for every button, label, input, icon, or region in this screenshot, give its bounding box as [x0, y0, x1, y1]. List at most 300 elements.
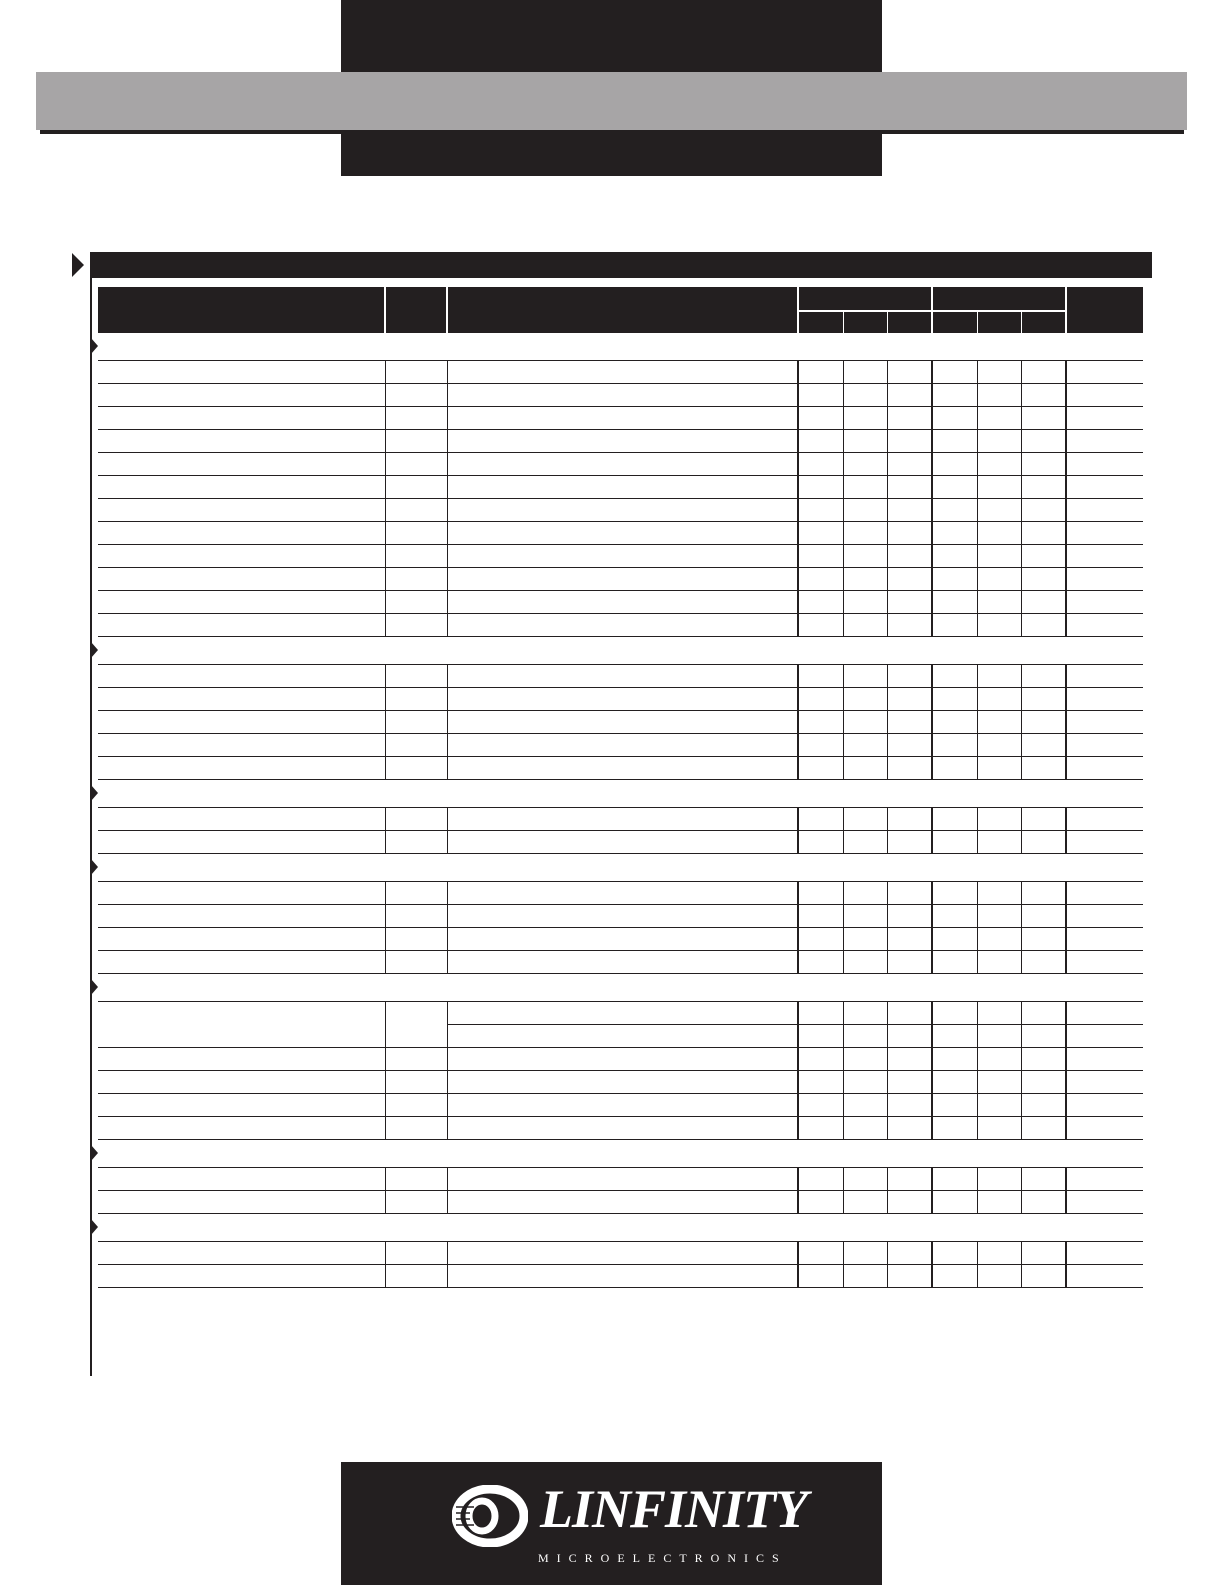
table-cell — [798, 1242, 843, 1265]
group-marker-icon — [91, 1219, 98, 1235]
table-cell — [98, 476, 385, 499]
table-cell — [887, 1048, 932, 1071]
table-cell — [977, 499, 1021, 522]
table-row — [98, 1168, 1143, 1191]
table-cell — [977, 1071, 1021, 1094]
table-cell — [98, 568, 385, 591]
table-cell — [977, 522, 1021, 545]
header-conditions-cell — [447, 287, 798, 333]
table-cell — [887, 757, 932, 780]
table-cell — [1021, 928, 1066, 951]
table-cell — [447, 591, 798, 614]
table-cell — [887, 1025, 932, 1048]
table-cell — [798, 1048, 843, 1071]
table-cell — [843, 711, 887, 734]
table-cell — [385, 1117, 447, 1140]
table-cell — [932, 361, 977, 384]
table-cell — [887, 1191, 932, 1214]
table-cell — [977, 688, 1021, 711]
table-cell — [977, 384, 1021, 407]
table-cell — [798, 453, 843, 476]
table-cell — [385, 1071, 447, 1094]
table-cell — [385, 407, 447, 430]
table-row — [98, 407, 1143, 430]
table-cell — [843, 1242, 887, 1265]
table-cell — [447, 407, 798, 430]
header-group-cell-1 — [798, 287, 932, 311]
table-cell — [385, 882, 447, 905]
table-cell — [385, 591, 447, 614]
table-cell — [385, 688, 447, 711]
table-cell — [843, 951, 887, 974]
page-left-rule — [90, 252, 92, 1376]
table-cell — [843, 568, 887, 591]
table-cell — [977, 1242, 1021, 1265]
electrical-characteristics-table — [98, 287, 1143, 1288]
table-cell — [1021, 1048, 1066, 1071]
table-cell — [447, 1191, 798, 1214]
table-cell — [1066, 545, 1143, 568]
table-cell — [843, 453, 887, 476]
table-cell — [385, 1048, 447, 1071]
table-cell — [843, 430, 887, 453]
table-cell — [385, 1002, 447, 1048]
table-cell — [1021, 711, 1066, 734]
table-row — [98, 591, 1143, 614]
table-cell — [447, 951, 798, 974]
table-cell — [98, 1048, 385, 1071]
table-cell — [887, 808, 932, 831]
table-cell — [932, 665, 977, 688]
table-cell — [98, 928, 385, 951]
table-cell — [843, 384, 887, 407]
group-heading-cell — [98, 333, 1143, 361]
table-cell — [977, 905, 1021, 928]
table-cell — [447, 430, 798, 453]
table-cell — [98, 711, 385, 734]
table-cell — [887, 1117, 932, 1140]
table-cell — [98, 1168, 385, 1191]
table-cell — [887, 430, 932, 453]
table-cell — [977, 407, 1021, 430]
table-cell — [887, 905, 932, 928]
table-cell — [843, 1094, 887, 1117]
table-cell — [843, 522, 887, 545]
table-cell — [1021, 361, 1066, 384]
table-cell — [1066, 568, 1143, 591]
table-cell — [932, 734, 977, 757]
table-cell — [977, 928, 1021, 951]
table-cell — [843, 808, 887, 831]
table-cell — [1066, 499, 1143, 522]
table-cell — [1066, 591, 1143, 614]
table-cell — [887, 522, 932, 545]
table-cell — [843, 614, 887, 637]
table-cell — [385, 928, 447, 951]
table-cell — [932, 499, 977, 522]
group-marker-icon — [91, 785, 98, 801]
group-marker-icon — [91, 338, 98, 354]
table-cell — [843, 831, 887, 854]
table-cell — [843, 734, 887, 757]
table-cell — [932, 522, 977, 545]
table-cell — [447, 711, 798, 734]
table-cell — [932, 1048, 977, 1071]
group-heading-cell — [98, 854, 1143, 882]
table-cell — [887, 499, 932, 522]
table-row — [98, 1002, 1143, 1025]
header-symbol-cell — [385, 287, 447, 333]
table-cell — [98, 1071, 385, 1094]
table-cell — [447, 499, 798, 522]
group-heading-row — [98, 1140, 1143, 1168]
table-cell — [1021, 734, 1066, 757]
table-cell — [798, 1025, 843, 1048]
table-row — [98, 711, 1143, 734]
table-cell — [98, 384, 385, 407]
table-cell — [843, 361, 887, 384]
table-cell — [385, 831, 447, 854]
table-row — [98, 831, 1143, 854]
table-cell — [1066, 928, 1143, 951]
group-heading-row — [98, 333, 1143, 361]
table-cell — [447, 665, 798, 688]
table-cell — [798, 499, 843, 522]
table-cell — [1021, 1242, 1066, 1265]
table-cell — [798, 831, 843, 854]
table-cell — [887, 951, 932, 974]
header-max-cell — [887, 311, 932, 333]
table-cell — [887, 665, 932, 688]
table-cell — [1021, 614, 1066, 637]
table-cell — [1021, 1168, 1066, 1191]
table-cell — [1066, 1191, 1143, 1214]
table-cell — [798, 734, 843, 757]
table-cell — [98, 1117, 385, 1140]
table-cell — [977, 591, 1021, 614]
table-cell — [385, 757, 447, 780]
table-cell — [385, 734, 447, 757]
table-row — [98, 882, 1143, 905]
table-cell — [1066, 1025, 1143, 1048]
header-band-rule — [40, 130, 1184, 134]
table-cell — [977, 808, 1021, 831]
table-cell — [447, 1117, 798, 1140]
group-marker-icon — [91, 1145, 98, 1161]
table-cell — [1021, 545, 1066, 568]
table-cell — [843, 882, 887, 905]
group-heading-cell — [98, 780, 1143, 808]
table-cell — [447, 384, 798, 407]
table-cell — [798, 951, 843, 974]
table-cell — [798, 568, 843, 591]
table-row — [98, 1071, 1143, 1094]
table-cell — [887, 928, 932, 951]
table-cell — [932, 568, 977, 591]
table-cell — [887, 545, 932, 568]
table-cell — [887, 1002, 932, 1025]
table-row — [98, 1094, 1143, 1117]
header-gray-band — [36, 72, 1187, 130]
linfinity-ring-icon — [452, 1485, 528, 1547]
group-marker-icon — [91, 979, 98, 995]
table-row — [98, 757, 1143, 780]
table-cell — [1021, 1094, 1066, 1117]
table-cell — [98, 808, 385, 831]
table-row — [98, 453, 1143, 476]
table-cell — [887, 591, 932, 614]
table-cell — [447, 1002, 798, 1025]
section-title-bar — [90, 252, 1152, 278]
table-cell — [98, 1242, 385, 1265]
table-cell — [1021, 407, 1066, 430]
table-cell — [798, 757, 843, 780]
table-cell — [447, 757, 798, 780]
table-cell — [798, 361, 843, 384]
table-cell — [1066, 757, 1143, 780]
table-row — [98, 808, 1143, 831]
table-cell — [932, 882, 977, 905]
logo-subtitle: MICROELECTRONICS — [538, 1551, 787, 1565]
table-cell — [1066, 1094, 1143, 1117]
table-row — [98, 1191, 1143, 1214]
table-cell — [843, 928, 887, 951]
table-cell — [385, 453, 447, 476]
table-cell — [932, 453, 977, 476]
table-row — [98, 384, 1143, 407]
group-heading-row — [98, 974, 1143, 1002]
table-row — [98, 1117, 1143, 1140]
table-cell — [1021, 951, 1066, 974]
table-cell — [1021, 1117, 1066, 1140]
table-row — [98, 1048, 1143, 1071]
table-row — [98, 545, 1143, 568]
table-cell — [798, 808, 843, 831]
table-cell — [798, 1265, 843, 1288]
table-cell — [977, 1048, 1021, 1071]
table-cell — [1066, 1117, 1143, 1140]
table-cell — [1066, 734, 1143, 757]
table-cell — [447, 1048, 798, 1071]
table-cell — [1066, 665, 1143, 688]
table-cell — [798, 882, 843, 905]
table-cell — [385, 361, 447, 384]
header-parameter-cell — [98, 287, 385, 333]
table-cell — [977, 545, 1021, 568]
table-cell — [932, 1094, 977, 1117]
table-cell — [447, 476, 798, 499]
table-cell — [887, 1094, 932, 1117]
table-row — [98, 476, 1143, 499]
table-cell — [1021, 757, 1066, 780]
table-cell — [385, 905, 447, 928]
group-heading-row — [98, 637, 1143, 665]
table-cell — [843, 499, 887, 522]
table-cell — [932, 1117, 977, 1140]
table-cell — [977, 882, 1021, 905]
table-cell — [932, 905, 977, 928]
header-min-cell — [798, 311, 843, 333]
table-cell — [887, 407, 932, 430]
table-cell — [1021, 688, 1066, 711]
table-cell — [798, 928, 843, 951]
table-cell — [977, 1168, 1021, 1191]
table-cell — [798, 430, 843, 453]
table-cell — [977, 711, 1021, 734]
table-cell — [932, 1025, 977, 1048]
table-cell — [798, 1168, 843, 1191]
table-row — [98, 905, 1143, 928]
table-cell — [798, 384, 843, 407]
table-cell — [1066, 361, 1143, 384]
group-heading-cell — [98, 1140, 1143, 1168]
table-cell — [932, 688, 977, 711]
table-cell — [385, 711, 447, 734]
table-cell — [977, 614, 1021, 637]
group-heading-row — [98, 780, 1143, 808]
table-cell — [98, 1002, 385, 1048]
table-cell — [798, 665, 843, 688]
table-cell — [385, 430, 447, 453]
table-cell — [798, 1071, 843, 1094]
table-cell — [1021, 1002, 1066, 1025]
table-cell — [1021, 453, 1066, 476]
table-cell — [1021, 1191, 1066, 1214]
table-cell — [843, 1071, 887, 1094]
table-row — [98, 361, 1143, 384]
table-cell — [932, 1002, 977, 1025]
table-cell — [887, 831, 932, 854]
table-cell — [447, 1242, 798, 1265]
table-cell — [385, 1265, 447, 1288]
table-cell — [843, 665, 887, 688]
table-cell — [932, 430, 977, 453]
table-cell — [98, 688, 385, 711]
table-cell — [1021, 882, 1066, 905]
table-cell — [977, 757, 1021, 780]
table-cell — [932, 1191, 977, 1214]
table-cell — [798, 1002, 843, 1025]
table-cell — [977, 1002, 1021, 1025]
table-cell — [887, 734, 932, 757]
table-row — [98, 522, 1143, 545]
table-cell — [385, 1242, 447, 1265]
table-cell — [98, 453, 385, 476]
table-cell — [932, 711, 977, 734]
table-cell — [843, 1265, 887, 1288]
table-cell — [1066, 1265, 1143, 1288]
table-cell — [932, 1265, 977, 1288]
table-cell — [385, 545, 447, 568]
header-max-cell — [1021, 311, 1066, 333]
table-cell — [843, 1168, 887, 1191]
table-cell — [1021, 430, 1066, 453]
table-cell — [977, 1094, 1021, 1117]
table-cell — [843, 1048, 887, 1071]
table-cell — [385, 1168, 447, 1191]
table-cell — [447, 545, 798, 568]
table-cell — [843, 407, 887, 430]
table-cell — [798, 522, 843, 545]
table-row — [98, 614, 1143, 637]
table-cell — [977, 1117, 1021, 1140]
table-cell — [932, 384, 977, 407]
table-cell — [977, 453, 1021, 476]
table-cell — [1021, 905, 1066, 928]
table-cell — [1021, 808, 1066, 831]
table-cell — [887, 882, 932, 905]
table-cell — [1021, 591, 1066, 614]
table-cell — [843, 476, 887, 499]
table-row — [98, 430, 1143, 453]
group-marker-icon — [91, 642, 98, 658]
table-cell — [447, 614, 798, 637]
group-heading-cell — [98, 974, 1143, 1002]
table-cell — [1021, 568, 1066, 591]
table-cell — [887, 476, 932, 499]
table-cell — [447, 453, 798, 476]
table-row — [98, 928, 1143, 951]
table-cell — [843, 1025, 887, 1048]
table-cell — [798, 711, 843, 734]
table-cell — [1066, 522, 1143, 545]
table-cell — [1021, 665, 1066, 688]
table-cell — [1066, 688, 1143, 711]
table-cell — [447, 734, 798, 757]
table-cell — [385, 522, 447, 545]
table-row — [98, 734, 1143, 757]
table-cell — [98, 545, 385, 568]
table-cell — [1021, 499, 1066, 522]
table-cell — [932, 1071, 977, 1094]
table-cell — [1066, 1071, 1143, 1094]
table-cell — [385, 568, 447, 591]
table-row — [98, 499, 1143, 522]
table-cell — [447, 688, 798, 711]
table-cell — [798, 407, 843, 430]
table-cell — [1021, 1071, 1066, 1094]
table-cell — [932, 407, 977, 430]
logo-wordmark: LINFINITY — [540, 1479, 808, 1539]
table-cell — [932, 757, 977, 780]
table-cell — [447, 882, 798, 905]
table-cell — [385, 384, 447, 407]
table-cell — [98, 1094, 385, 1117]
table-cell — [843, 545, 887, 568]
table-cell — [932, 1242, 977, 1265]
table-cell — [977, 831, 1021, 854]
table-cell — [798, 476, 843, 499]
table-cell — [385, 808, 447, 831]
table-cell — [447, 808, 798, 831]
table-cell — [1066, 384, 1143, 407]
table-cell — [98, 522, 385, 545]
table-cell — [932, 614, 977, 637]
table-cell — [447, 1168, 798, 1191]
group-heading-row — [98, 1214, 1143, 1242]
table-cell — [98, 407, 385, 430]
table-cell — [977, 1265, 1021, 1288]
table-cell — [447, 522, 798, 545]
table-cell — [1021, 1265, 1066, 1288]
table-cell — [1066, 951, 1143, 974]
table-cell — [447, 1025, 798, 1048]
table-cell — [1021, 384, 1066, 407]
table-cell — [447, 928, 798, 951]
table-cell — [887, 1242, 932, 1265]
table-cell — [98, 757, 385, 780]
table-cell — [1021, 1025, 1066, 1048]
